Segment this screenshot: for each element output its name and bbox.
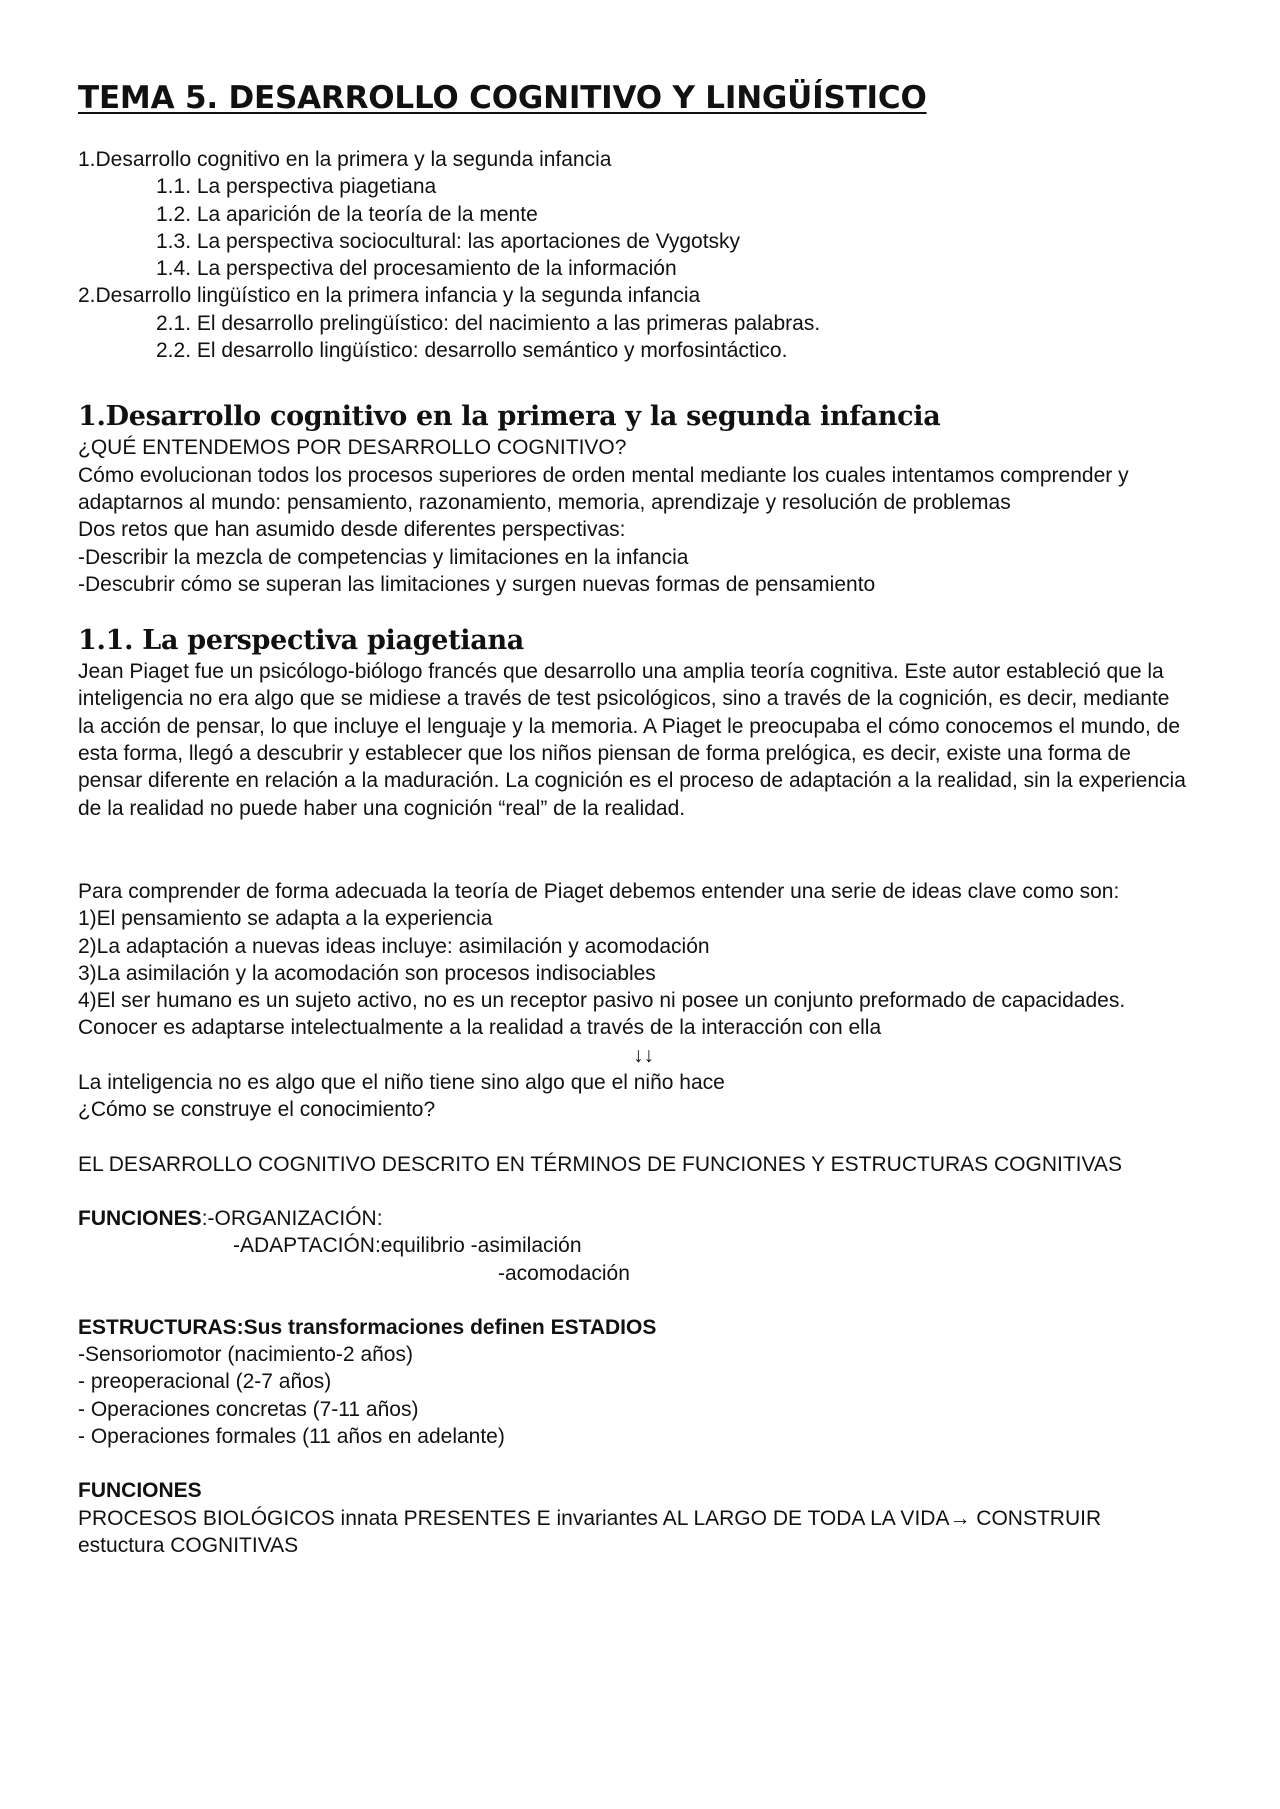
down-arrows-icon: ↓↓ xyxy=(633,1043,654,1067)
toc-item: 2.Desarrollo lingüístico en la primera infancia y la segunda infancia xyxy=(78,284,701,308)
funciones-acomodacion: -acomodación xyxy=(498,1261,630,1285)
list-item: -Describir la mezcla de competencias y limitaciones en la infancia xyxy=(78,545,689,569)
estructuras-heading: ESTRUCTURAS:Sus transformaciones definen ESTADIOS xyxy=(78,1315,657,1339)
list-item: - preoperacional (2-7 años) xyxy=(78,1370,332,1394)
list-item: -Descubrir cómo se superan las limitaciones y surgen nuevas formas de pensamiento xyxy=(78,572,876,596)
list-item: 3)La asimilación y la acomodación son procesos indisociables xyxy=(78,961,656,985)
retos-intro: Dos retos que han asumido desde diferentes perspectivas: xyxy=(78,518,626,542)
funciones-organizacion: :-ORGANIZACIÓN: xyxy=(201,1206,383,1230)
list-item: 4)El ser humano es un sujeto activo, no es un receptor pasivo ni posee un conjunto preformado de capacidades. xyxy=(78,989,1126,1013)
definition-paragraph: Cómo evolucionan todos los procesos superiores de orden mental mediante los cuales intentamos comprender y adaptarnos al mundo: pensamiento, razonamiento, memoria, aprendizaje y resolución de problemas xyxy=(78,463,1129,514)
funciones-heading: FUNCIONES xyxy=(78,1479,202,1503)
section-heading: 1.Desarrollo cognitivo en la primera y la segunda infancia xyxy=(78,401,941,433)
document-title: TEMA 5. DESARROLLO COGNITIVO Y LINGÜÍSTICO xyxy=(78,80,927,116)
section-heading: 1.1. La perspectiva piagetiana xyxy=(78,625,524,657)
list-item: -Sensoriomotor (nacimiento-2 años) xyxy=(78,1343,413,1367)
list-item: - Operaciones concretas (7-11 años) xyxy=(78,1397,419,1421)
list-item: 2)La adaptación a nuevas ideas incluye: asimilación y acomodación xyxy=(78,934,710,958)
conocimiento-question: ¿Cómo se construye el conocimiento? xyxy=(78,1098,436,1122)
table-of-contents xyxy=(78,146,1220,364)
list-item: 1)El pensamiento se adapta a la experiencia xyxy=(78,907,493,931)
funciones-adaptacion: -ADAPTACIÓN:equilibrio -asimilación xyxy=(233,1234,582,1258)
procesos-paragraph: PROCESOS BIOLÓGICOS innata PRESENTES E invariantes AL LARGO DE TODA LA VIDA→ CONSTRUIR estuctura COGNITIVAS xyxy=(78,1506,1102,1557)
section-perspectiva-piagetiana xyxy=(78,625,1220,1559)
list-item: - Operaciones formales (11 años en adelante) xyxy=(78,1424,505,1448)
toc-item: 1.4. La perspectiva del procesamiento de la información xyxy=(156,257,677,281)
conocer-statement: Conocer es adaptarse intelectualmente a la realidad a través de la interacción con ella xyxy=(78,1016,882,1040)
toc-item: 2.2. El desarrollo lingüístico: desarrollo semántico y morfosintáctico. xyxy=(156,339,788,363)
section-question: ¿QUÉ ENTENDEMOS POR DESARROLLO COGNITIVO? xyxy=(78,436,627,460)
piaget-paragraph: Jean Piaget fue un psicólogo-biólogo francés que desarrollo una amplia teoría cognitiva. Este autor estableció que la inteligencia no era algo que se midiese a través de test psicológicos, sino a través de la cognición, es decir, mediante la acción de pensar, lo que incluye el lenguaje y la memoria. A Piaget le preocupaba el cómo conocemos el mundo, de esta forma, llegó a descubrir y establecer que los niños piensan de forma prelógica, es decir, existe una forma de pensar diferente en relación a la maduración. La cognición es el proceso de adaptación a la realidad, sin la experiencia de la realidad no puede haber una cognición “real” de la realidad. xyxy=(78,660,1186,820)
toc-item: 1.3. La perspectiva sociocultural: las aportaciones de Vygotsky xyxy=(156,229,741,253)
inteligencia-statement: La inteligencia no es algo que el niño tiene sino algo que el niño hace xyxy=(78,1071,725,1095)
funciones-label: FUNCIONES xyxy=(78,1206,202,1230)
toc-item: 1.Desarrollo cognitivo en la primera y la segunda infancia xyxy=(78,148,612,171)
toc-item: 1.1. La perspectiva piagetiana xyxy=(156,175,437,199)
toc-item: 2.1. El desarrollo prelingüístico: del nacimiento a las primeras palabras. xyxy=(156,311,821,335)
desarrollo-description: EL DESARROLLO COGNITIVO DESCRITO EN TÉRMINOS DE FUNCIONES Y ESTRUCTURAS COGNITIVAS xyxy=(78,1152,1122,1176)
funciones-line xyxy=(78,1205,1220,1232)
toc-item: 1.2. La aparición de la teoría de la mente xyxy=(156,202,538,226)
section-desarrollo-cognitivo xyxy=(78,401,1220,598)
ideas-intro: Para comprender de forma adecuada la teoría de Piaget debemos entender una serie de ideas clave como son: xyxy=(78,879,1120,903)
